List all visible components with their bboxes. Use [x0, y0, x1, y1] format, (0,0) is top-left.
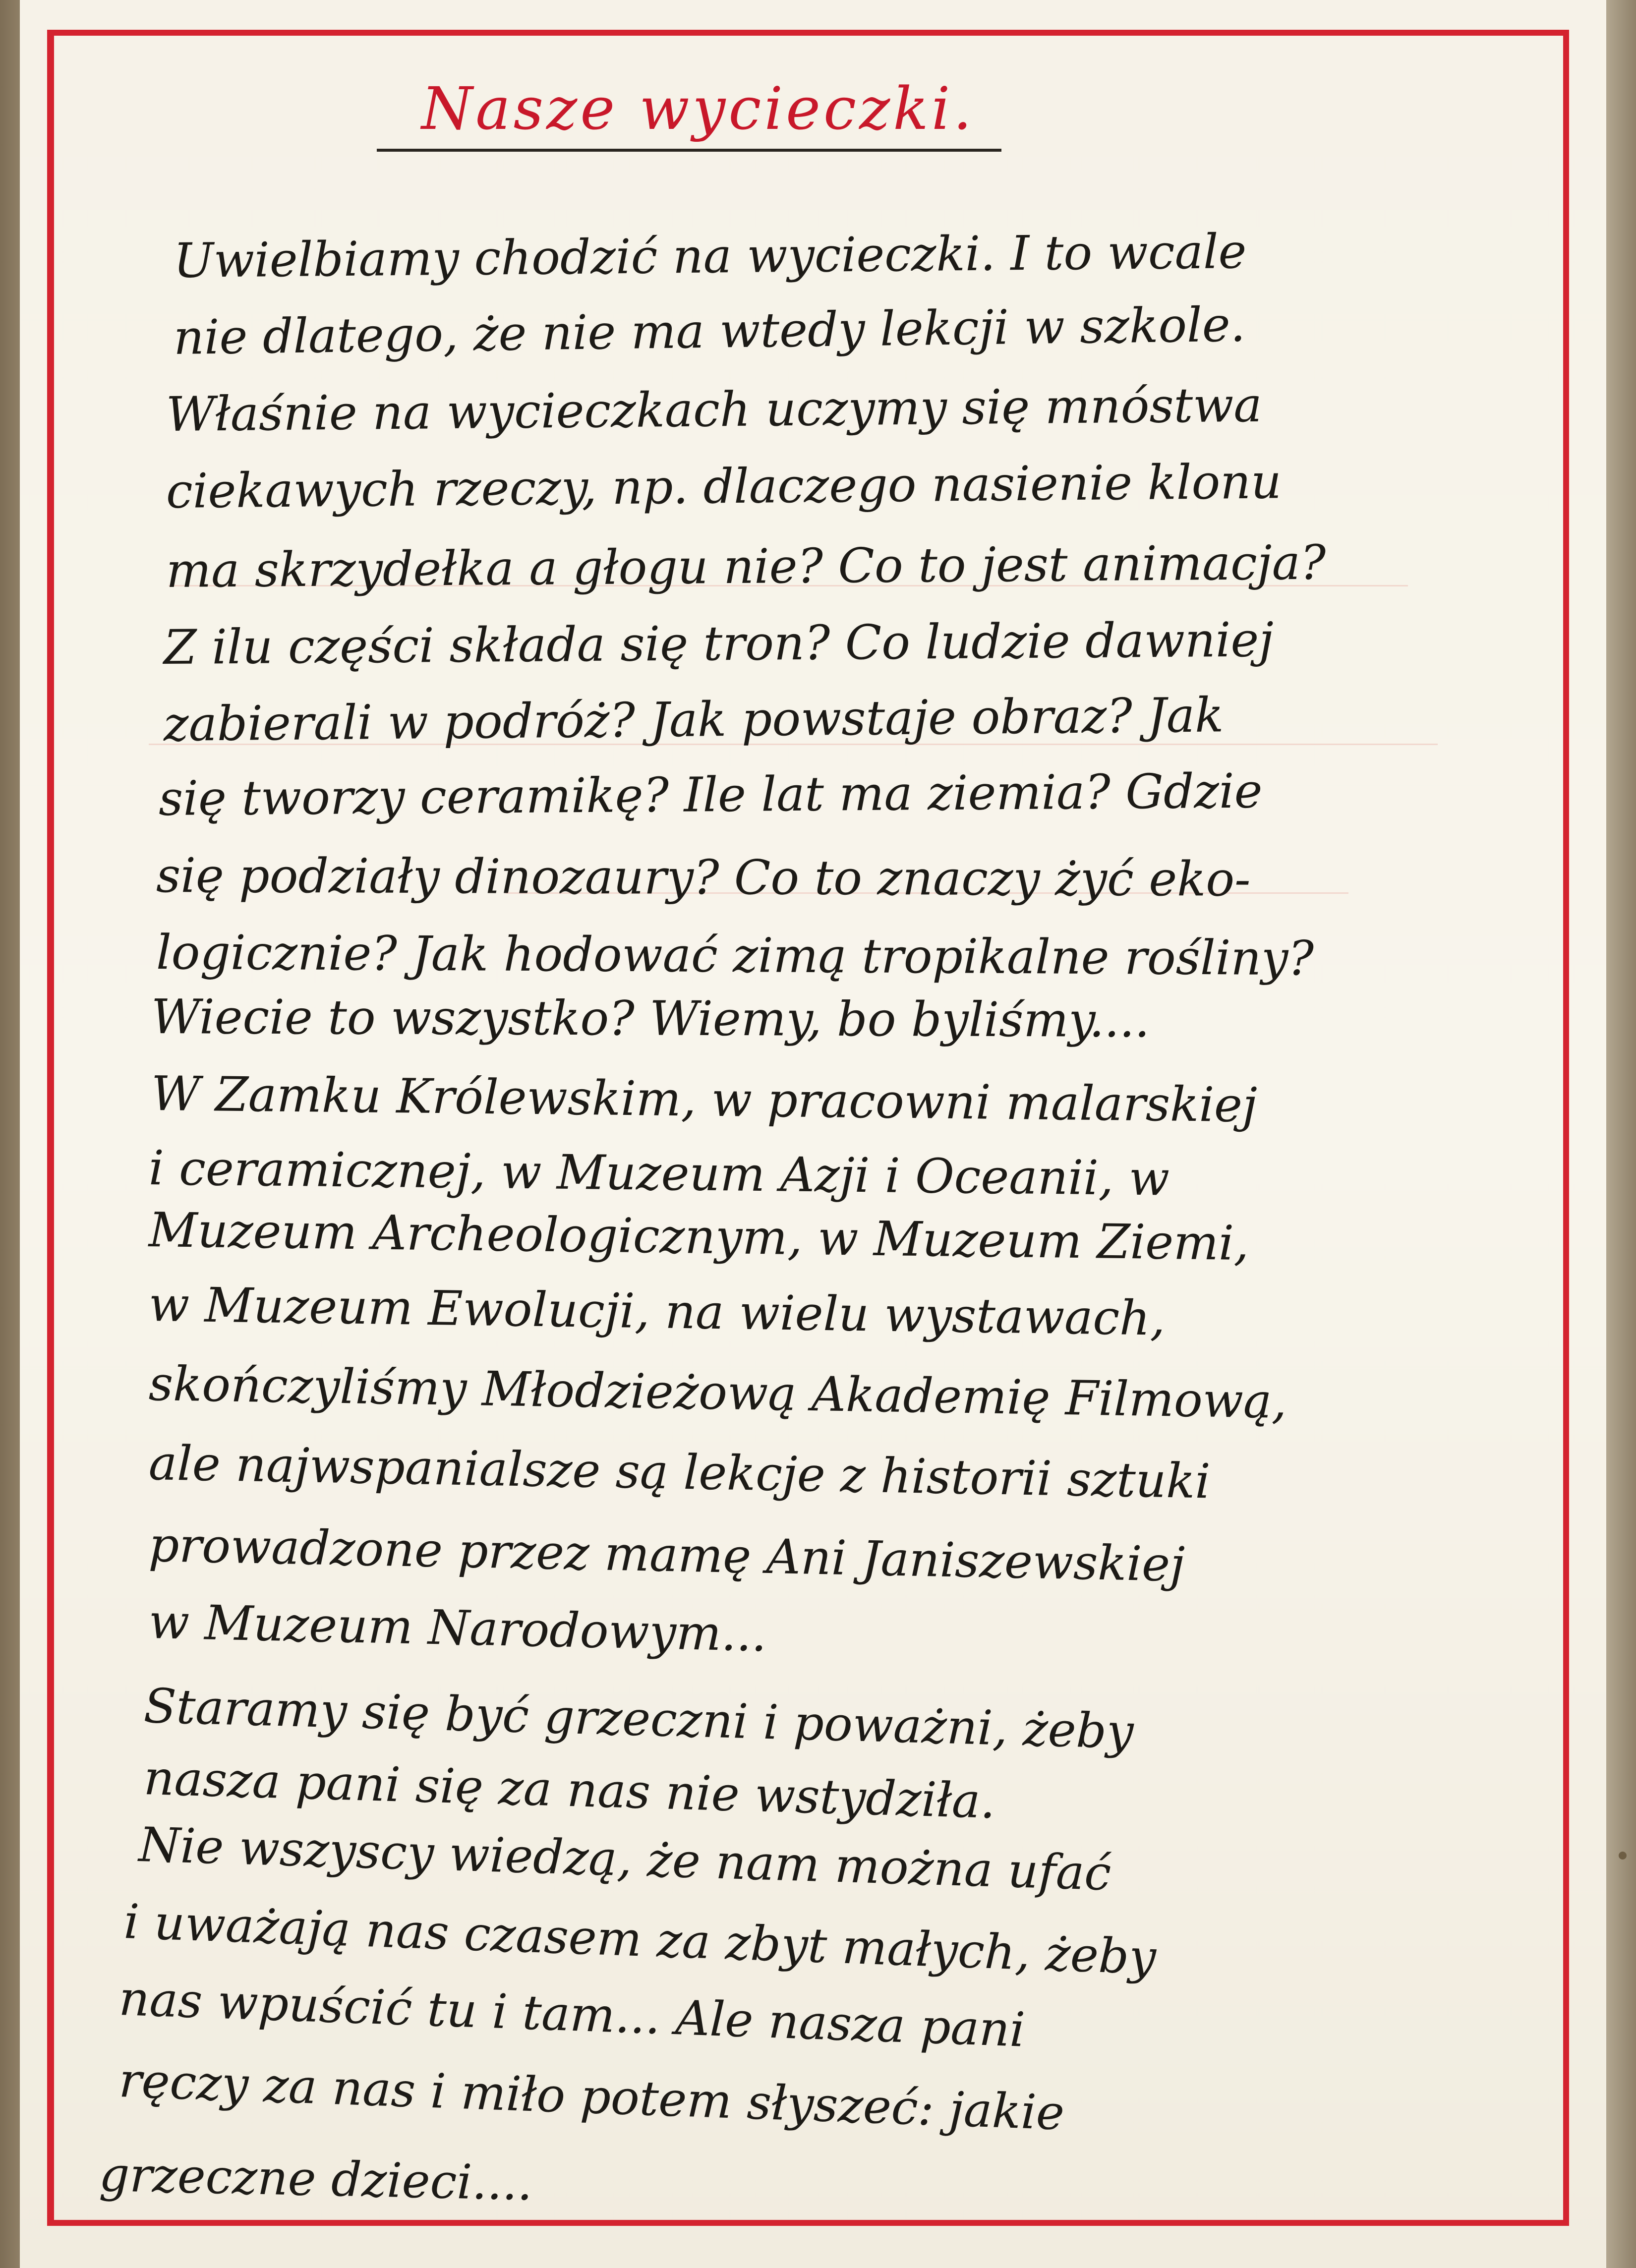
text-line: logicznie? Jak hodować zimą tropikalne rośliny? [156, 925, 1314, 987]
text-line: i uważają nas czasem za zbyt małych, żeby [123, 1894, 1157, 1985]
text-line: ale najwspanialsze są lekcje z historii sztuki [148, 1435, 1211, 1510]
text-line: Właśnie na wycieczkach uczymy się mnóstwa [166, 377, 1263, 442]
text-line: w Muzeum Narodowym... [148, 1594, 767, 1663]
pin-dot [1619, 1852, 1627, 1860]
text-line: Muzeum Archeologicznym, w Muzeum Ziemi, [148, 1202, 1250, 1272]
text-line: się podziały dinozaury? Co to znaczy żyć eko- [156, 848, 1251, 907]
text-line: nasza pani się za nas nie wstydziła. [143, 1750, 996, 1829]
text-line: Z ilu części składa się tron? Co ludzie dawniej [163, 612, 1274, 675]
text-line: w Muzeum Ewolucji, na wielu wystawach, [148, 1277, 1166, 1346]
text-line: grzeczne dzieci.... [98, 2147, 533, 2211]
text-line: Wiecie to wszystko? Wiemy, bo byliśmy.... [151, 989, 1150, 1048]
text-line: nas wpuścić tu i tam... Ale nasza pani [118, 1971, 1026, 2058]
text-line: Staramy się być grzeczni i poważni, żeby [143, 1678, 1134, 1760]
text-line: się tworzy ceramikę? Ile lat ma ziemia? Gdzie [158, 763, 1263, 826]
text-line: W Zamku Królewskim, w pracowni malarskiej [151, 1066, 1258, 1133]
text-line: ręczy za nas i miło potem słyszeć: jakie [118, 2052, 1065, 2141]
text-line: skończyliśmy Młodzieżową Akademię Filmową, [148, 1356, 1287, 1430]
text-line: nie dlatego, że nie ma wtedy lekcji w szkole. [173, 296, 1246, 365]
text-line: i ceramicznej, w Muzeum Azji i Oceanii, w [148, 1140, 1170, 1207]
text-line: zabierali w podróż? Jak powstaje obraz? Jak [163, 687, 1224, 752]
text-line: ma skrzydełka a głogu nie? Co to jest animacja? [166, 534, 1326, 598]
text-line: prowadzone przez mamę Ani Janiszewskiej [148, 1517, 1185, 1593]
text-line: Nie wszyscy wiedzą, że nam można ufać [138, 1817, 1112, 1902]
page-title: Nasze wycieczki. [421, 74, 975, 143]
text-line: ciekawych rzeczy, np. dlaczego nasienie klonu [166, 454, 1282, 519]
text-line: Uwielbiamy chodzić na wycieczki. I to wcale [173, 224, 1247, 289]
